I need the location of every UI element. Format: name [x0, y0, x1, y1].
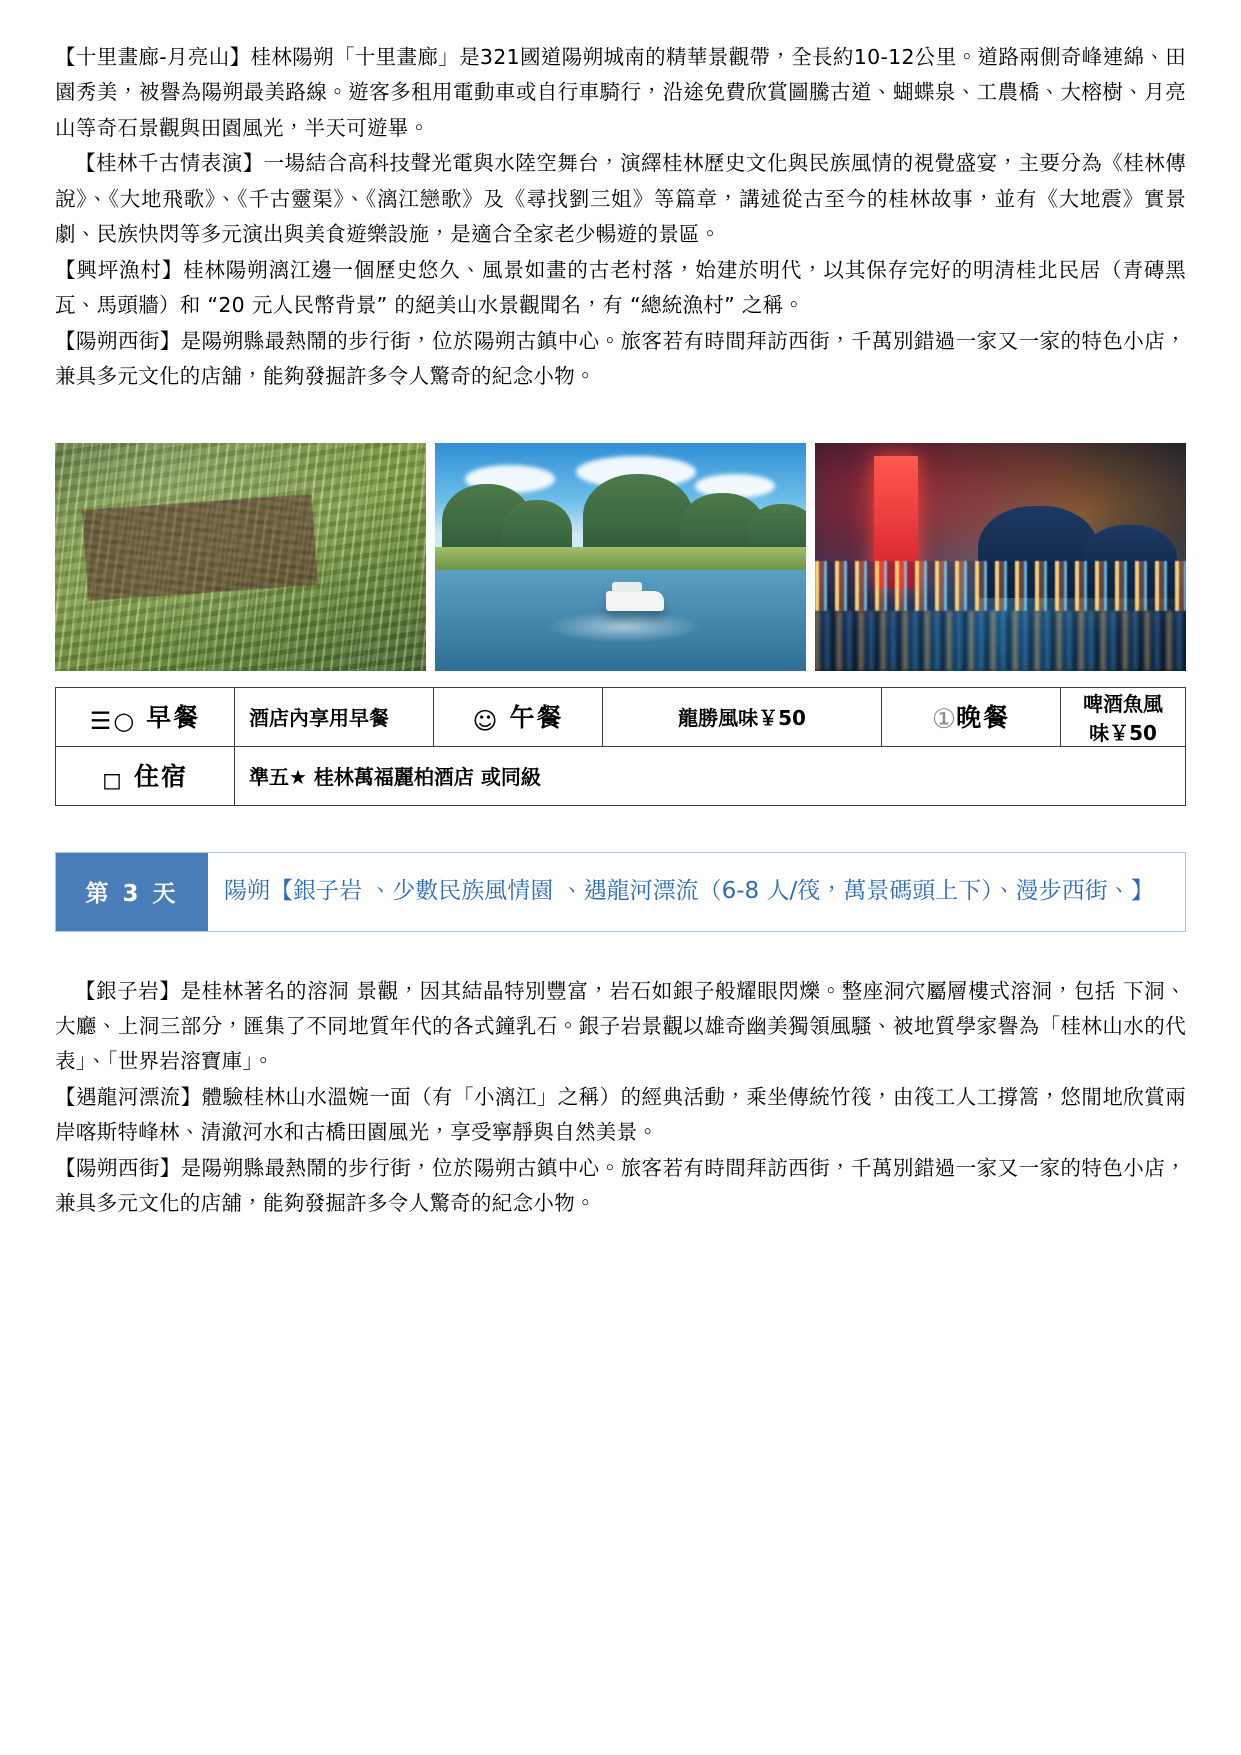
paragraph-west-street: 【陽朔西街】是陽朔縣最熱鬧的步行街，位於陽朔古鎮中心。旅客若有時間拜訪西街，千萬別錯過一家又一家的特色小店，兼具多元文化的店舖，能夠發掘許多令人驚奇的紀念小物。 — [55, 328, 1186, 389]
meal-lodging-table — [55, 687, 1186, 806]
paragraph-west-street-2: 【陽朔西街】是陽朔縣最熱鬧的步行街，位於陽朔古鎮中心。旅客若有時間拜訪西街，千萬別錯過一家又一家的特色小店，兼具多元文化的店舖，能夠發掘許多令人驚奇的紀念小物。 — [55, 1155, 1186, 1216]
lodging-value: 準五★ 桂林萬福麗柏酒店 或同級 — [235, 746, 1186, 805]
itinerary-description-day2 — [55, 40, 1186, 395]
lunch-icon: ☺ — [472, 707, 500, 736]
lodging-label: 住宿 — [133, 762, 188, 792]
lunch-label: 午餐 — [509, 703, 564, 733]
lodging-label-cell — [56, 746, 235, 805]
paragraph-silver-cave: 【銀子岩】是桂林著名的溶洞 景觀，因其結晶特別豐富，岩石如銀子般耀眼閃爍。整座洞穴屬層樓式溶洞，包括 下洞、大廳、上洞三部分，匯集了不同地質年代的各式鐘乳石。銀子岩景觀以雄奇幽美獨領風騷、被地質學家譽為「桂林山水的代表」、「世界岩溶寶庫」。 — [55, 978, 1186, 1074]
table-row-lodging — [56, 746, 1186, 805]
paragraph-yulong-river: 【遇龍河漂流】體驗桂林山水溫婉一面（有「小漓江」之稱）的經典活動，乘坐傳統竹筏，由筏工人工撐篙，悠閒地欣賞兩岸喀斯特峰林、清澈河水和古橋田園風光，享受寧靜與自然美景。 — [55, 1084, 1186, 1145]
itinerary-description-day3 — [55, 974, 1186, 1222]
dinner-value: 啤酒魚風味￥50 — [1061, 687, 1186, 746]
lunch-label-cell — [434, 687, 603, 746]
day-badge: 第 3 天 — [56, 853, 208, 931]
photo-terraced-fields-village — [55, 443, 426, 671]
bed-icon: ◻ — [102, 766, 124, 795]
dinner-label-cell — [882, 687, 1061, 746]
dinner-label: 晚餐 — [956, 703, 1011, 733]
photo-li-river-karst-boat — [435, 443, 806, 671]
photo-night-town-neon — [815, 443, 1186, 671]
dinner-number: ① — [931, 704, 957, 736]
breakfast-value: 酒店內享用早餐 — [235, 687, 434, 746]
lunch-value: 龍勝風味￥50 — [603, 687, 882, 746]
day-header-bar — [55, 852, 1186, 932]
breakfast-label-cell — [56, 687, 235, 746]
table-row-meals — [56, 687, 1186, 746]
breakfast-label: 早餐 — [146, 703, 201, 733]
paragraph-shili-gallery: 【十里畫廊-月亮山】桂林陽朔「十里畫廊」是321國道陽朔城南的精華景觀帶，全長約10-12公里。道路兩側奇峰連綿、田園秀美，被譽為陽朔最美路線。遊客多租用電動車或自行車騎行，沿途免費欣賞圖騰古道、蝴蝶泉、工農橋、大榕樹、月亮山等奇石景觀與田園風光，半天可遊畢。 — [55, 45, 1186, 140]
breakfast-icon: ☰○ — [89, 707, 137, 736]
paragraph-xingping-village: 【興坪漁村】桂林陽朔漓江邊一個歷史悠久、風景如畫的古老村落，始建於明代，以其保存完好的明清桂北民居（青磚黑瓦、馬頭牆）和 “20 元人民幣背景” 的絕美山水景觀聞名，有 “總統漁村” 之稱。 — [55, 257, 1186, 318]
paragraph-guilin-show: 【桂林千古情表演】一場結合高科技聲光電與水陸空舞台，演繹桂林歷史文化與民族風情的視覺盛宴，主要分為《桂林傳說》、《大地飛歌》、《千古靈渠》、《漓江戀歌》及《尋找劉三姐》等篇章，講述從古至今的桂林故事，並有《大地震》實景劇、民族快閃等多元演出與美食遊樂設施，是適合全家老少暢遊的景區。 — [55, 151, 1186, 247]
day-title: 陽朔【銀子岩 、少數民族風情園 、遇龍河漂流（6-8 人/筏，萬景碼頭上下）、漫步西街、】 — [208, 853, 1185, 931]
photo-strip — [55, 443, 1186, 671]
